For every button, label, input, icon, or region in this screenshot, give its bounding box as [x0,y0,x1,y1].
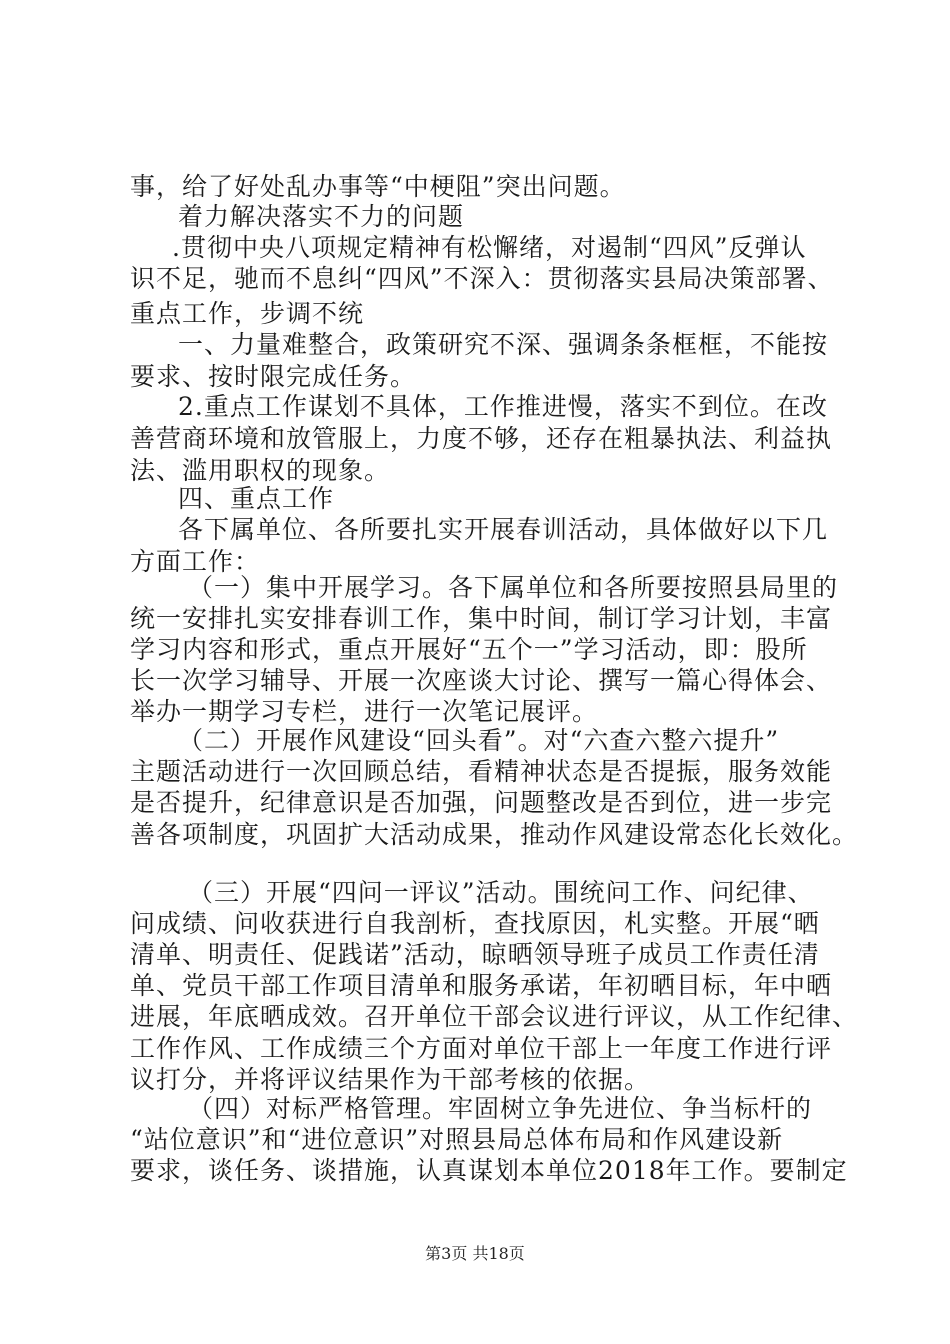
text-line: 法、滥用职权的现象。 [130,456,391,485]
text-line: 方面工作： [130,547,261,576]
text-line: 善营商环境和放管服上，力度不够，还存在粗暴执法、利益执 [130,424,833,453]
text-line: 是否提升，纪律意识是否加强，问题整改是否到位，进一步完 [130,788,833,817]
text-line: 善各项制度，巩固扩大活动成果，推动作风建设常态化长效化。 [130,820,859,849]
text-line: .贯彻中央八项规定精神有松懈绪，对遏制“四风”反弹认 [172,233,807,262]
text-line: 进展，年底晒成效。召开单位干部会议进行评议，从工作纪律、 [130,1002,859,1031]
text-line: 要求，谈任务、谈措施，认真谋划本单位2018年工作。要制定 [130,1156,848,1185]
text-line: 长一次学习辅导、开展一次座谈大讨论、撰写一篇心得体会、 [130,666,833,695]
text-line: 识不足，驰而不息纠“四风”不深入：贯彻落实县局决策部署、 [130,264,834,293]
text-line: “站位意识”和“进位意识”对照县局总体布局和作风建设新 [130,1125,784,1154]
text-line: 工作作风、工作成绩三个方面对单位干部上一年度工作进行评 [130,1034,833,1063]
text-line: 统一安排扎实安排春训工作，集中时间，制订学习计划，丰富 [130,604,833,633]
page-footer: 第3页 共18页 [425,1244,525,1263]
text-line: 重点工作，步调不统 [130,299,365,328]
text-line: 清单、明责任、促践诺”活动，晾晒领导班子成员工作责任清 [130,940,820,969]
text-line: （二）开展作风建设“回头看”。对“六查六整六提升” [178,726,780,755]
text-line: 事，给了好处乱办事等“中梗阻”突出问题。 [130,172,626,201]
text-line: （三）开展“四问一评议”活动。围统问工作、问纪律、 [188,878,814,907]
text-line: （一）集中开展学习。各下属单位和各所要按照县局里的 [188,573,839,602]
text-line: （四）对标严格管理。牢固树立争先进位、争当标杆的 [188,1094,813,1123]
text-line: 学习内容和形式，重点开展好“五个一”学习活动，即：股所 [130,635,808,664]
text-line: 要求、按时限完成任务。 [130,362,417,391]
text-line: 着力解决落实不力的问题 [178,202,465,231]
section-heading: 四、重点工作 [178,484,335,513]
text-line: 一、力量难整合，政策研究不深、强调条条框框，不能按 [178,330,829,359]
text-line: 单、党员干部工作项目清单和服务承诺，年初晒目标，年中晒 [130,971,833,1000]
text-line: 2.重点工作谋划不具体，工作推进慢，落实不到位。在改 [178,392,828,421]
text-line: 主题活动进行一次回顾总结，看精神状态是否提振，服务效能 [130,757,833,786]
text-line: 举办一期学习专栏，进行一次笔记展评。 [130,697,599,726]
text-line: 各下属单位、各所要扎实开展春训活动，具体做好以下几 [178,515,829,544]
text-line: 问成绩、问收获进行自我剖析，查找原因，札实整。开展“晒 [130,909,820,938]
text-line: 议打分，并将评议结果作为干部考核的依据。 [130,1065,651,1094]
